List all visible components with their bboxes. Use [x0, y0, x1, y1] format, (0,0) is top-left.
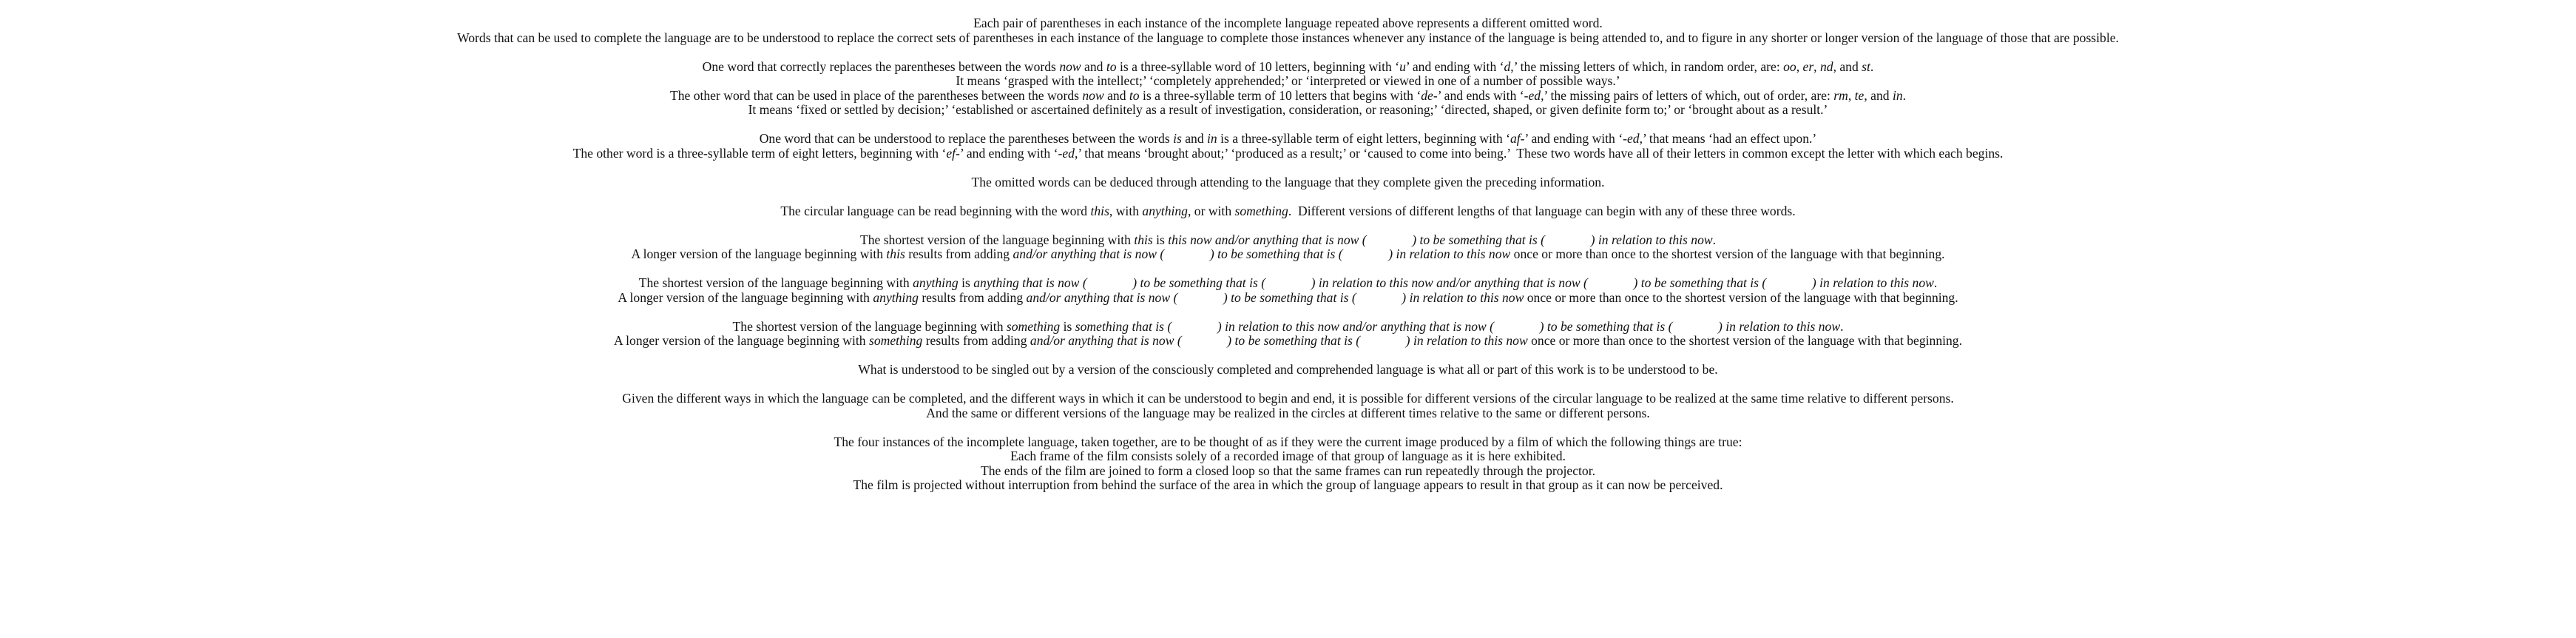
italic-run: st	[1862, 58, 1870, 74]
text-line	[0, 320, 2576, 335]
paragraph-gap	[0, 262, 2576, 277]
italic-run: in	[1207, 131, 1217, 146]
text-run: once or more than once to the shortest version of the language with that beginning.	[1527, 333, 1962, 348]
text-run: .	[1712, 232, 1717, 247]
text-run: ’ and ending with ‘	[959, 145, 1058, 161]
text-run: is a three-syllable term of 10 letters that begins with ‘	[1139, 87, 1421, 103]
paragraph-gap	[0, 189, 2576, 204]
text-line	[0, 276, 2576, 291]
text-run: The other word is a three-syllable term of eight letters, beginning with ‘	[572, 145, 947, 161]
text-run: And the same or different versions of the language may be realized in the circles at different times relative to the same or different persons.	[926, 405, 1650, 420]
italic-run: anything	[1142, 203, 1188, 218]
text-run: The ends of the film are joined to form a closed loop so that the same frames can run repeatedly through the projector.	[980, 463, 1596, 478]
paragraph-gap	[0, 305, 2576, 320]
text-run: is a three-syllable term of eight letters, beginning with ‘	[1217, 131, 1510, 146]
text-run: A longer version of the language beginning with	[618, 289, 873, 305]
text-run: . Different versions of different lengths of that language can begin with any of these three words.	[1288, 203, 1796, 218]
italic-run: something that is ( ) in relation to this now and/or anything that is now ( ) to be something that is ( ) in relation to this now	[1075, 318, 1841, 334]
text-run: once or more than once to the shortest version of the language with that beginning.	[1510, 246, 1945, 261]
italic-run: anything	[913, 275, 959, 290]
paragraph-gap	[0, 420, 2576, 435]
text-line	[0, 449, 2576, 464]
italic-run: te	[1854, 87, 1865, 103]
text-run: .	[1870, 58, 1874, 74]
text-run: is	[1152, 232, 1169, 247]
italic-run: oo	[1783, 58, 1796, 74]
text-run: Words that can be used to complete the language are to be understood to replace the correct sets of parentheses in each instance of the language to complete those instances whenever any instance of the language is being attended to, and to figure in any shorter or longer version of the language of those that are possible.	[457, 30, 2119, 45]
text-run: .	[1902, 87, 1907, 103]
text-line	[0, 16, 2576, 31]
text-run: is a three-syllable word of 10 letters, beginning with ‘	[1116, 58, 1400, 74]
text-run: and	[1081, 58, 1106, 74]
italic-run: something	[868, 333, 923, 348]
italic-run: de-	[1421, 87, 1438, 103]
paragraph-gap	[0, 161, 2576, 175]
text-run: The circular language can be read beginning with the word	[780, 203, 1091, 218]
text-run: The other word that can be used in place of the parentheses between the words	[669, 87, 1083, 103]
text-run: .	[1840, 318, 1844, 334]
text-run: ,’ the missing pairs of letters of which, out of order, are:	[1541, 87, 1834, 103]
text-line	[0, 435, 2576, 450]
text-line	[0, 478, 2576, 493]
italic-run: u	[1399, 58, 1406, 74]
paragraph-gap	[0, 349, 2576, 363]
text-run: results from adding	[918, 289, 1027, 305]
text-run: once or more than once to the shortest version of the language with that beginning.	[1524, 289, 1958, 305]
text-run: A longer version of the language beginning with	[631, 246, 887, 261]
text-run: It means ‘grasped with the intellect;’ ‘completely apprehended;’ or ‘interpreted or viewed in one of a number of possible ways.’	[956, 73, 1620, 88]
text-run: What is understood to be singled out by a version of the consciously completed and comprehended language is what all or part of this work is to be understood to be.	[858, 362, 1718, 377]
italic-run: is	[1173, 131, 1182, 146]
text-run: A longer version of the language beginning with	[614, 333, 869, 348]
text-run: One word that can be understood to replace the parentheses between the words	[759, 131, 1174, 146]
italic-run: this	[886, 246, 905, 261]
paragraph-gap	[0, 118, 2576, 132]
text-line	[0, 291, 2576, 306]
text-run: The shortest version of the language beginning with	[859, 232, 1135, 247]
text-run: The omitted words can be deduced through attending to the language that they complete given the preceding information.	[971, 174, 1605, 189]
text-run: Given the different ways in which the language can be completed, and the different ways in which it can be understood to begin and end, it is possible for different versions of the circular language to be realized at the same time relative to different persons.	[622, 391, 1954, 406]
italic-run: and/or anything that is now ( ) to be something that is ( ) in relation to this now	[1013, 246, 1511, 261]
text-line	[0, 60, 2576, 75]
text-run: is	[958, 275, 974, 290]
text-line	[0, 363, 2576, 377]
italic-run: this	[1090, 203, 1109, 218]
italic-run: in	[1892, 87, 1903, 103]
text-line	[0, 406, 2576, 421]
text-line	[0, 132, 2576, 147]
text-run: , and	[1833, 58, 1862, 74]
text-run: results from adding	[922, 333, 1030, 348]
italic-run: to	[1106, 58, 1117, 74]
text-run: The four instances of the incomplete language, taken together, are to be thought of as if they were the current image produced by a film of which the following things are true:	[834, 434, 1742, 449]
text-line	[0, 31, 2576, 46]
text-run: ,	[1848, 87, 1855, 103]
italic-run: af-	[1510, 131, 1525, 146]
italic-run: this now and/or anything that is now ( ) to be something that is ( ) in relation to this now	[1168, 232, 1713, 247]
text-run: The shortest version of the language beginning with	[638, 275, 913, 290]
paragraph-gap	[0, 45, 2576, 60]
text-run: One word that correctly replaces the parentheses between the words	[702, 58, 1060, 74]
text-line	[0, 464, 2576, 479]
italic-run: now	[1059, 58, 1081, 74]
italic-run: anything	[873, 289, 919, 305]
text-run: Each frame of the film consists solely of a recorded image of that group of language as it is here exhibited.	[1010, 449, 1566, 463]
text-run: The film is projected without interruption from behind the surface of the area in which the group of language appears to result in that group as it can now be perceived.	[853, 477, 1723, 492]
text-line	[0, 334, 2576, 349]
italic-run: now	[1082, 87, 1104, 103]
text-run: and	[1181, 131, 1208, 146]
italic-run: d	[1504, 58, 1511, 74]
text-run: ,	[1813, 58, 1820, 74]
italic-run: and/or anything that is now ( ) to be something that is ( ) in relation to this now	[1026, 289, 1524, 305]
text-line	[0, 103, 2576, 118]
text-line	[0, 175, 2576, 190]
text-line	[0, 74, 2576, 89]
text-run: ,’ that means ‘had an effect upon.’	[1639, 131, 1817, 146]
italic-run: er	[1802, 58, 1814, 74]
paragraph-gap	[0, 377, 2576, 392]
italic-run: -ed	[1058, 145, 1075, 161]
text-run: is	[1060, 318, 1075, 334]
text-run: It means ‘fixed or settled by decision;’ ‘established or ascertained definitely as a result of investigation, consideration, or reasoning;’ ‘directed, shaped, or given definite form to;’ or ‘brought about as a result.’	[748, 102, 1828, 117]
italic-run: to	[1129, 87, 1140, 103]
text-line	[0, 147, 2576, 161]
text-line	[0, 89, 2576, 104]
text-run: , with	[1109, 203, 1143, 218]
italic-run: ef-	[946, 145, 960, 161]
italic-run: this	[1134, 232, 1153, 247]
document-text	[0, 16, 2576, 493]
italic-run: something	[1234, 203, 1288, 218]
text-line	[0, 392, 2576, 406]
text-run: The shortest version of the language beginning with	[732, 318, 1007, 334]
italic-run: and/or anything that is now ( ) to be something that is ( ) in relation to this now	[1030, 333, 1528, 348]
text-line	[0, 204, 2576, 219]
text-run: ’ and ending with ‘	[1405, 58, 1504, 74]
italic-run: something	[1006, 318, 1061, 334]
text-run: ’ and ending with ‘	[1524, 131, 1623, 146]
text-line	[0, 233, 2576, 248]
text-run: ’ and ends with ‘	[1437, 87, 1524, 103]
text-run: , and	[1864, 87, 1893, 103]
text-run: ,’ that means ‘brought about;’ ‘produced as a result;’ or ‘caused to come into being.’ These two words have all of their letters in common except the letter with which each begins.	[1074, 145, 2004, 161]
italic-run: anything that is now ( ) to be something that is ( ) in relation to this now and/or anything that is now ( ) to be something that is ( ) in relation to this now	[973, 275, 1934, 290]
italic-run: nd	[1819, 58, 1833, 74]
text-run: ,	[1796, 58, 1803, 74]
text-run: and	[1103, 87, 1129, 103]
text-run: ,’ the missing letters of which, in random order, are:	[1510, 58, 1784, 74]
text-run: .	[1933, 275, 1938, 290]
text-line	[0, 247, 2576, 262]
italic-run: rm	[1833, 87, 1848, 103]
text-run: Each pair of parentheses in each instance of the incomplete language repeated above represents a different omitted word.	[973, 16, 1603, 30]
text-run: results from adding	[905, 246, 1013, 261]
paragraph-gap	[0, 218, 2576, 233]
italic-run: -ed	[1524, 87, 1541, 103]
text-run: , or with	[1187, 203, 1235, 218]
italic-run: -ed	[1623, 131, 1640, 146]
